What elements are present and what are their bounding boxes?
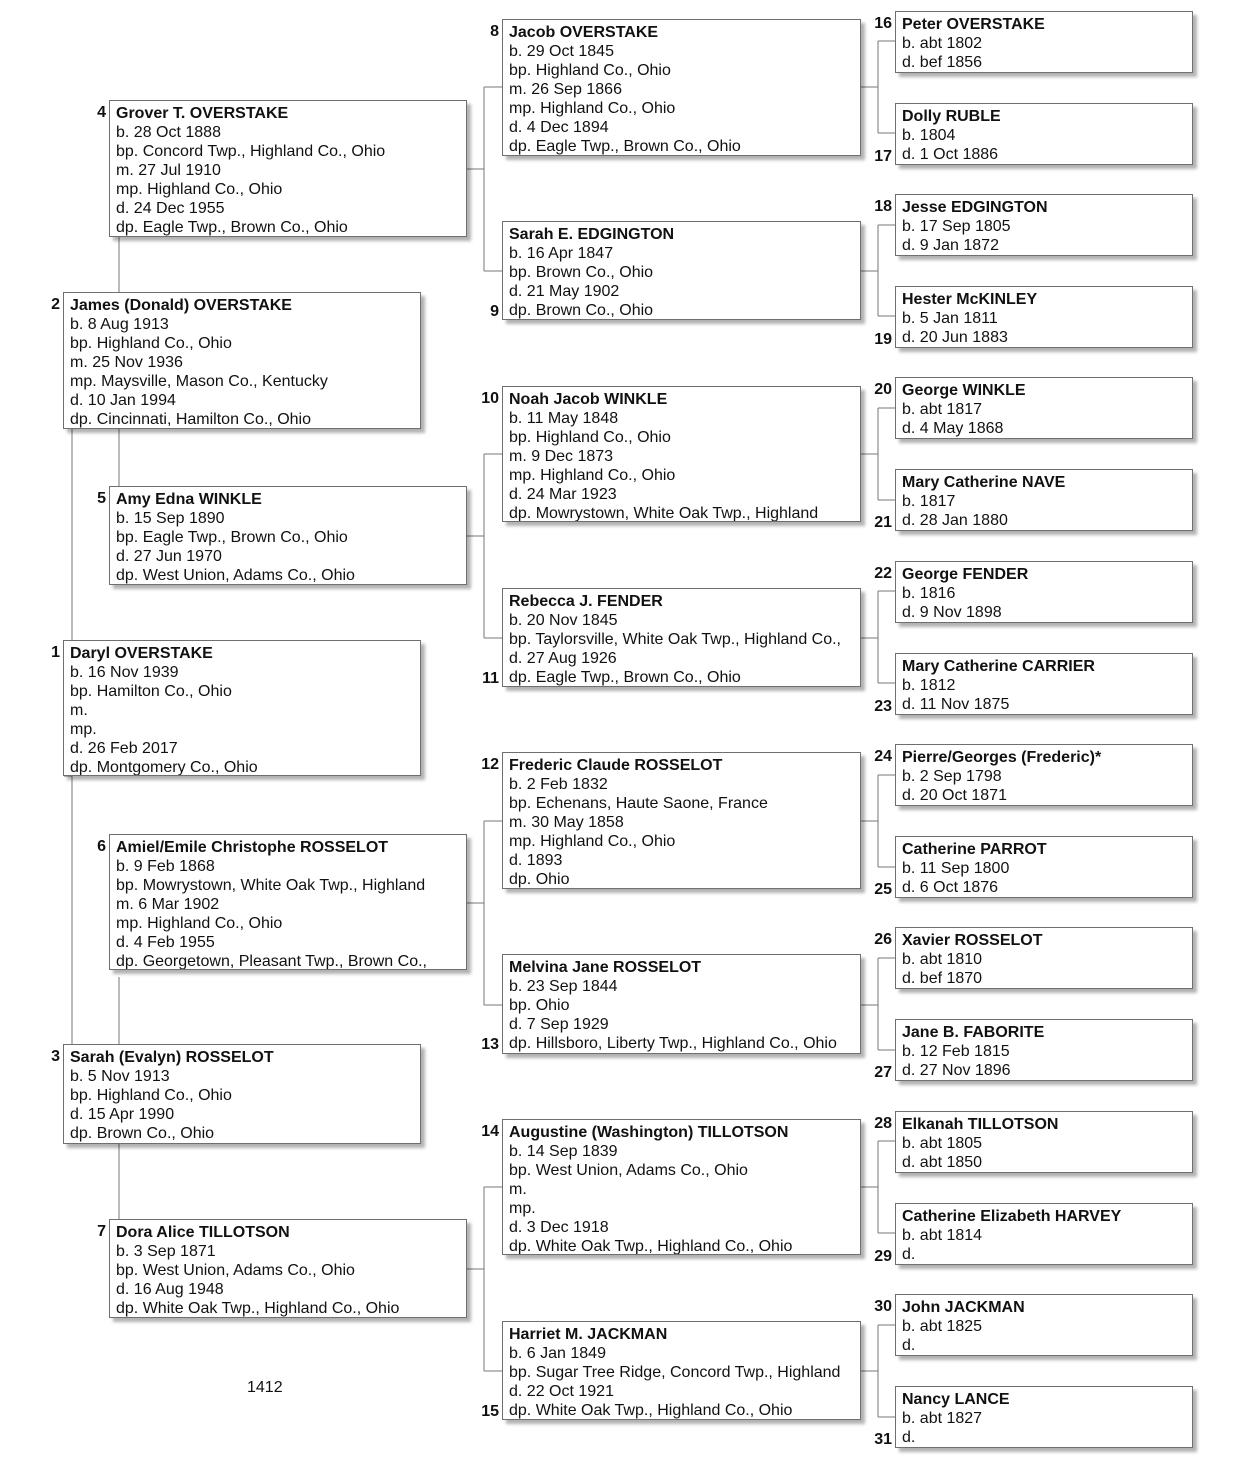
person-detail: bp. Hamilton Co., Ohio (70, 683, 232, 700)
person-name: Peter OVERSTAKE (902, 16, 1045, 33)
person-detail: d. 3 Dec 1918 (509, 1219, 609, 1236)
person-name: Catherine PARROT (902, 841, 1047, 858)
person-box-2 (63, 292, 421, 429)
person-box-31 (895, 1386, 1193, 1448)
person-detail: m. 26 Sep 1866 (509, 81, 622, 98)
person-name: Hester McKINLEY (902, 291, 1038, 308)
person-detail: dp. Mowrystown, White Oak Twp., Highland (509, 505, 819, 522)
person-detail: d. 24 Dec 1955 (116, 200, 225, 217)
person-detail: dp. White Oak Twp., Highland Co., Ohio (116, 1300, 400, 1317)
person-detail: d. 16 Aug 1948 (116, 1281, 224, 1298)
person-detail: mp. Highland Co., Ohio (509, 467, 676, 484)
person-detail: dp. Eagle Twp., Brown Co., Ohio (116, 219, 348, 236)
person-detail: d. 20 Oct 1871 (902, 787, 1007, 804)
person-detail: d. 10 Jan 1994 (70, 392, 176, 409)
person-name: Nancy LANCE (902, 1391, 1010, 1408)
person-detail: b. 17 Sep 1805 (902, 218, 1011, 235)
person-detail: mp. (70, 721, 97, 738)
person-detail: b. 15 Sep 1890 (116, 510, 225, 527)
person-detail: b. 1804 (902, 127, 956, 144)
person-number-31: 31 (874, 1431, 892, 1448)
person-detail: d. 22 Oct 1921 (509, 1383, 614, 1400)
connector-10 (861, 408, 895, 500)
person-detail: b. 1816 (902, 585, 956, 602)
connector-13 (861, 958, 895, 1050)
connector-15 (861, 1325, 895, 1417)
connector-5 (467, 454, 502, 638)
person-detail: d. 7 Sep 1929 (509, 1016, 609, 1033)
person-box-30 (895, 1294, 1193, 1356)
person-name: John JACKMAN (902, 1299, 1025, 1316)
person-box-24 (895, 744, 1193, 806)
person-detail: dp. Brown Co., Ohio (70, 1125, 215, 1142)
person-number-22: 22 (874, 565, 892, 582)
person-detail: d. 21 May 1902 (509, 283, 620, 300)
person-detail: d. 4 May 1868 (902, 420, 1004, 437)
person-detail: d. abt 1850 (902, 1154, 983, 1171)
person-detail: b. abt 1814 (902, 1227, 983, 1244)
person-detail: d. 27 Nov 1896 (902, 1062, 1011, 1079)
person-number-29: 29 (874, 1248, 892, 1265)
person-detail: mp. (509, 1200, 536, 1217)
connector-8 (861, 41, 895, 133)
person-box-21 (895, 469, 1193, 531)
connector-7 (467, 1187, 502, 1371)
person-name: Daryl OVERSTAKE (70, 645, 213, 662)
person-detail: b. abt 1805 (902, 1135, 983, 1152)
person-box-27 (895, 1019, 1193, 1081)
person-detail: d. 1893 (509, 852, 563, 869)
connector-6 (467, 821, 502, 1005)
person-detail: bp. West Union, Adams Co., Ohio (509, 1162, 748, 1179)
person-detail: d. 26 Feb 2017 (70, 740, 178, 757)
person-name: Elkanah TILLOTSON (902, 1116, 1059, 1133)
person-number-27: 27 (874, 1064, 892, 1081)
person-number-5: 5 (97, 490, 106, 507)
person-number-16: 16 (874, 15, 892, 32)
person-number-14: 14 (481, 1123, 499, 1140)
person-detail: d. 6 Oct 1876 (902, 879, 999, 896)
person-number-7: 7 (97, 1223, 106, 1240)
person-box-15 (502, 1321, 861, 1420)
person-detail: d. 27 Jun 1970 (116, 548, 222, 565)
person-detail: b. 3 Sep 1871 (116, 1243, 216, 1260)
person-detail: m. (70, 702, 88, 719)
person-detail: bp. Echenans, Haute Saone, France (509, 795, 768, 812)
person-detail: d. (902, 1429, 916, 1446)
person-detail: m. 30 May 1858 (509, 814, 624, 831)
person-detail: dp. Montgomery Co., Ohio (70, 759, 258, 776)
person-box-17 (895, 103, 1193, 165)
page-number: 1412 (247, 1379, 283, 1396)
person-detail: d. 9 Jan 1872 (902, 237, 999, 254)
person-detail: d. (902, 1337, 916, 1354)
connector-4 (467, 87, 502, 271)
person-number-11: 11 (482, 670, 499, 687)
person-box-19 (895, 286, 1193, 348)
person-box-4 (109, 100, 467, 237)
person-detail: m. 9 Dec 1873 (509, 448, 614, 465)
person-detail: b. abt 1825 (902, 1318, 983, 1335)
person-name: George FENDER (902, 566, 1029, 583)
person-detail: b. 5 Jan 1811 (902, 310, 998, 327)
person-box-14 (502, 1119, 861, 1255)
person-detail: b. abt 1817 (902, 401, 983, 418)
person-box-18 (895, 194, 1193, 256)
person-box-11 (502, 588, 861, 687)
person-detail: dp. Eagle Twp., Brown Co., Ohio (509, 669, 741, 686)
person-detail: b. 28 Oct 1888 (116, 124, 221, 141)
person-number-20: 20 (874, 381, 892, 398)
person-name: Sarah E. EDGINGTON (509, 226, 675, 243)
person-name: Melvina Jane ROSSELOT (509, 959, 702, 976)
person-number-18: 18 (874, 198, 892, 215)
person-detail: mp. Highland Co., Ohio (116, 915, 283, 932)
person-box-7 (109, 1219, 467, 1318)
person-name: Harriet M. JACKMAN (509, 1326, 668, 1343)
person-detail: b. 12 Feb 1815 (902, 1043, 1010, 1060)
person-number-23: 23 (874, 698, 892, 715)
person-name: Pierre/Georges (Frederic)* (902, 749, 1102, 766)
person-name: Xavier ROSSELOT (902, 932, 1043, 949)
person-detail: b. 5 Nov 1913 (70, 1068, 170, 1085)
person-box-1 (63, 640, 421, 776)
person-detail: bp. Sugar Tree Ridge, Concord Twp., Highland (509, 1364, 841, 1381)
connector-11 (861, 591, 895, 683)
person-number-26: 26 (874, 931, 892, 948)
person-detail: d. 11 Nov 1875 (902, 696, 1010, 713)
person-detail: dp. West Union, Adams Co., Ohio (116, 567, 355, 584)
person-detail: m. (509, 1181, 527, 1198)
person-detail: mp. Maysville, Mason Co., Kentucky (70, 373, 328, 390)
person-box-9 (502, 221, 861, 320)
person-detail: d. 4 Feb 1955 (116, 934, 215, 951)
person-box-26 (895, 927, 1193, 989)
person-name: Mary Catherine CARRIER (902, 658, 1095, 675)
person-number-2: 2 (51, 296, 60, 313)
person-detail: bp. Highland Co., Ohio (509, 62, 671, 79)
person-detail: dp. Ohio (509, 871, 570, 888)
person-detail: b. 2 Sep 1798 (902, 768, 1002, 785)
person-detail: mp. Highland Co., Ohio (509, 100, 676, 117)
person-detail: b. 29 Oct 1845 (509, 43, 614, 60)
person-number-24: 24 (874, 748, 892, 765)
person-number-17: 17 (874, 148, 892, 165)
person-detail: d. (902, 1246, 916, 1263)
person-detail: b. 8 Aug 1913 (70, 316, 169, 333)
person-name: Dora Alice TILLOTSON (116, 1224, 290, 1241)
person-box-13 (502, 954, 861, 1054)
person-detail: dp. White Oak Twp., Highland Co., Ohio (509, 1402, 793, 1419)
person-detail: b. 23 Sep 1844 (509, 978, 618, 995)
person-detail: mp. Highland Co., Ohio (509, 833, 676, 850)
person-detail: b. 16 Apr 1847 (509, 245, 614, 262)
person-number-12: 12 (481, 756, 499, 773)
person-detail: bp. Brown Co., Ohio (509, 264, 654, 281)
person-name: George WINKLE (902, 382, 1026, 399)
person-detail: bp. Highland Co., Ohio (70, 335, 232, 352)
person-box-12 (502, 752, 861, 889)
person-name: Dolly RUBLE (902, 108, 1001, 125)
person-number-28: 28 (874, 1115, 892, 1132)
person-name: Rebecca J. FENDER (509, 593, 663, 610)
person-name: Amiel/Emile Christophe ROSSELOT (116, 839, 389, 856)
person-name: Jane B. FABORITE (902, 1024, 1045, 1041)
person-box-8 (502, 19, 861, 156)
person-box-29 (895, 1203, 1193, 1265)
person-number-15: 15 (481, 1403, 499, 1420)
person-number-9: 9 (490, 303, 499, 320)
person-name: James (Donald) OVERSTAKE (70, 297, 292, 314)
person-detail: d. 15 Apr 1990 (70, 1106, 175, 1123)
person-detail: b. 14 Sep 1839 (509, 1143, 618, 1160)
person-detail: bp. Mowrystown, White Oak Twp., Highland (116, 877, 426, 894)
connector-14 (861, 1141, 895, 1233)
person-box-23 (895, 653, 1193, 715)
person-detail: bp. Highland Co., Ohio (509, 429, 671, 446)
person-number-13: 13 (481, 1036, 499, 1053)
person-name: Jesse EDGINGTON (902, 199, 1048, 216)
person-detail: bp. Ohio (509, 997, 570, 1014)
person-box-22 (895, 561, 1193, 623)
person-detail: d. 4 Dec 1894 (509, 119, 609, 136)
person-detail: b. 1812 (902, 677, 956, 694)
person-detail: d. 27 Aug 1926 (509, 650, 617, 667)
person-detail: d. bef 1856 (902, 54, 983, 71)
person-box-25 (895, 836, 1193, 898)
person-detail: b. 1817 (902, 493, 956, 510)
person-box-5 (109, 486, 467, 585)
person-number-21: 21 (874, 514, 892, 531)
person-detail: b. 11 May 1848 (509, 410, 619, 427)
person-detail: d. 20 Jun 1883 (902, 329, 1008, 346)
person-detail: dp. Georgetown, Pleasant Twp., Brown Co., (116, 953, 427, 970)
person-detail: bp. Taylorsville, White Oak Twp., Highland Co., (509, 631, 841, 648)
person-number-3: 3 (51, 1048, 60, 1065)
person-name: Augustine (Washington) TILLOTSON (509, 1124, 789, 1141)
person-detail: b. 16 Nov 1939 (70, 664, 179, 681)
person-number-8: 8 (490, 23, 499, 40)
person-box-10 (502, 386, 861, 522)
person-detail: d. 1 Oct 1886 (902, 146, 999, 163)
person-number-10: 10 (481, 390, 499, 407)
person-number-4: 4 (97, 104, 106, 121)
person-detail: m. 25 Nov 1936 (70, 354, 183, 371)
person-detail: d. bef 1870 (902, 970, 983, 987)
person-detail: b. 20 Nov 1845 (509, 612, 618, 629)
person-box-28 (895, 1111, 1193, 1173)
person-detail: dp. Eagle Twp., Brown Co., Ohio (509, 138, 741, 155)
person-box-16 (895, 11, 1193, 73)
person-detail: d. 9 Nov 1898 (902, 604, 1002, 621)
person-box-20 (895, 377, 1193, 439)
person-box-3 (63, 1044, 421, 1144)
person-detail: bp. West Union, Adams Co., Ohio (116, 1262, 355, 1279)
person-detail: m. 6 Mar 1902 (116, 896, 220, 913)
person-name: Noah Jacob WINKLE (509, 391, 668, 408)
person-number-1: 1 (51, 644, 60, 661)
person-detail: bp. Concord Twp., Highland Co., Ohio (116, 143, 386, 160)
connector-9 (861, 225, 895, 316)
person-detail: dp. Cincinnati, Hamilton Co., Ohio (70, 411, 311, 428)
person-detail: b. abt 1802 (902, 35, 983, 52)
person-detail: b. 11 Sep 1800 (902, 860, 1010, 877)
person-name: Mary Catherine NAVE (902, 474, 1066, 491)
person-detail: b. 6 Jan 1849 (509, 1345, 606, 1362)
person-name: Jacob OVERSTAKE (509, 24, 659, 41)
person-detail: m. 27 Jul 1910 (116, 162, 221, 179)
person-number-30: 30 (874, 1298, 892, 1315)
person-detail: d. 24 Mar 1923 (509, 486, 617, 503)
person-number-25: 25 (874, 881, 892, 898)
person-number-6: 6 (97, 838, 106, 855)
person-detail: dp. Hillsboro, Liberty Twp., Highland Co., Ohio (509, 1035, 837, 1052)
connector-12 (861, 775, 895, 867)
person-name: Sarah (Evalyn) ROSSELOT (70, 1049, 274, 1066)
person-name: Frederic Claude ROSSELOT (509, 757, 723, 774)
person-detail: b. abt 1810 (902, 951, 983, 968)
person-detail: dp. White Oak Twp., Highland Co., Ohio (509, 1238, 793, 1255)
person-detail: b. 9 Feb 1868 (116, 858, 215, 875)
person-detail: b. 2 Feb 1832 (509, 776, 608, 793)
person-name: Catherine Elizabeth HARVEY (902, 1208, 1122, 1225)
person-detail: d. 28 Jan 1880 (902, 512, 1008, 529)
person-detail: bp. Highland Co., Ohio (70, 1087, 232, 1104)
person-box-6 (109, 834, 467, 970)
person-name: Amy Edna WINKLE (116, 491, 262, 508)
person-detail: mp. Highland Co., Ohio (116, 181, 283, 198)
person-name: Grover T. OVERSTAKE (116, 105, 289, 122)
person-detail: bp. Eagle Twp., Brown Co., Ohio (116, 529, 348, 546)
person-detail: dp. Brown Co., Ohio (509, 302, 654, 319)
person-number-19: 19 (874, 331, 892, 348)
person-detail: b. abt 1827 (902, 1410, 983, 1427)
